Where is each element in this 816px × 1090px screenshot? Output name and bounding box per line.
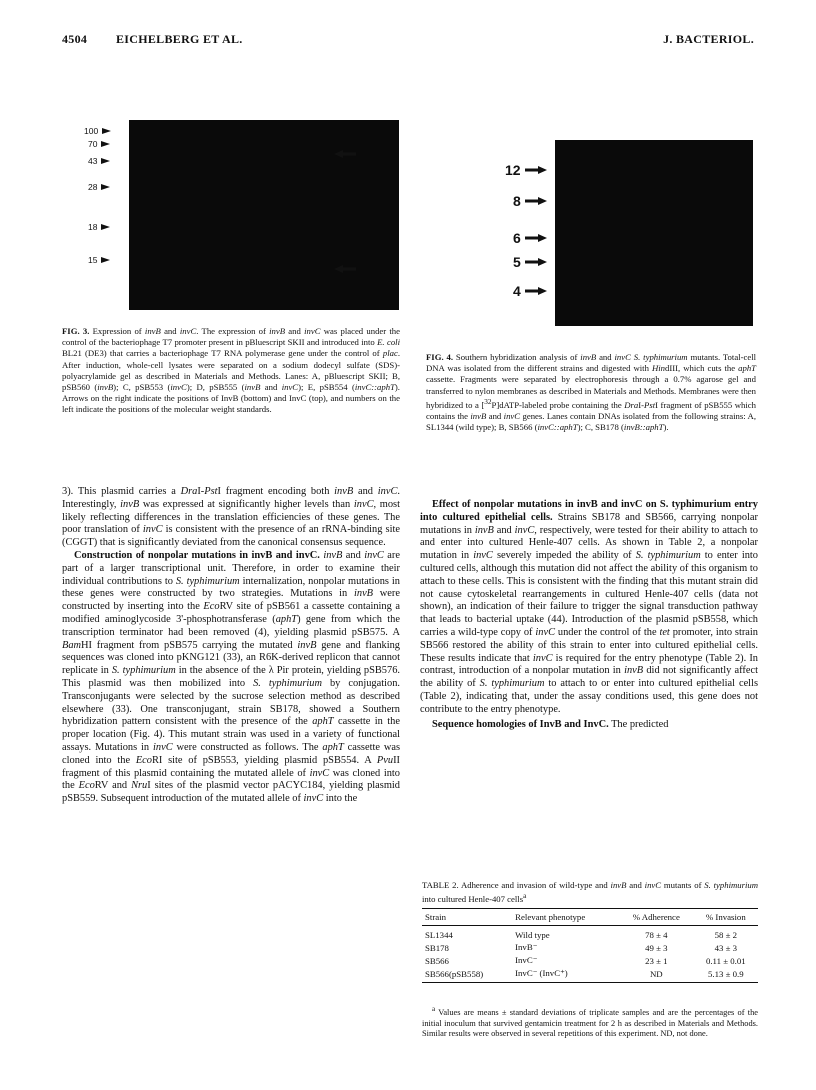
marker-arrow-icon	[101, 184, 110, 190]
section-heading: Sequence homologies of InvB and InvC.	[432, 718, 609, 730]
figure-3-caption: FIG. 3. Expression of invB and invC. The expression of invB and invC was placed under the control of the bacteriophage T7 promoter present in pBluescript SKII and introduced into E. coli BL21 (DE3) that carries a bacteriophage T7 RNA polymerase gene under the control of plac. After induction, whole-cell lysates were separated on a sodium dodecyl sulfate (SDS)-polyacrylamide gel as described in Materials and Methods. Lanes: A, pBluescript SKII; B, pSB560 (invB); C, pSB553 (invC); D, pSB555 (invB and invC); E, pSB554 (invC::aphT). Arrows on the right indicate the positions of InvB (bottom) and InvC (top), and numbers on the left indicate the positions of the molecular weight standards.	[62, 326, 401, 415]
paragraph: Effect of nonpolar mutations in invB and invC on S. typhimurium entry into cultured epithelial cells. Strains SB178 and SB566, carrying nonpolar mutations in invB and invC, respectively, were tested for their ability to attach to and enter into cultured Henle-407 cells. As shown in Table 2, a nonpolar mutation in invC severely impeded the ability of S. typhimurium to enter into cultured cells, although this mutation did not affect the ability of this organism to attach to these cells. This is consistent with the finding that this mutant strain did not cause cytoskeletal rearrangements in cultured Henle-407 cells (data not shown), an indication of their failure to trigger the signal transduction pathway that leads to bacterial uptake (44). Introduction of the plasmid pSB558, which carries a wild-type copy of invC under the control of the tet promoter, into strain SB566 restored the ability of this strain to enter into cultured epithelial cells. These results indicate that invC is required for the entry phenotype (Table 2). In contrast, introduction of a nonpolar mutation in invB did not significantly affect the ability of S. typhimurium to attach to or enter into cultured epithelial cells (Table 2), indicating that, under the assay conditions used, this gene does not contribute to the entry phenotype.	[420, 499, 758, 715]
invc-position-arrow-icon	[334, 150, 356, 158]
mw-marker-18: 18	[88, 222, 110, 232]
kb-marker-5: 5	[513, 254, 547, 270]
marker-arrow-icon	[101, 158, 110, 164]
journal-name: J. BACTERIOL.	[663, 32, 754, 46]
marker-arrow-icon	[525, 287, 547, 295]
marker-arrow-icon	[525, 234, 547, 242]
table-row: SL1344 Wild type 78 ± 4 58 ± 2	[422, 926, 758, 942]
mw-marker-70: 70	[88, 139, 110, 149]
table-row: SB566 InvC⁻ 23 ± 1 0.11 ± 0.01	[425, 955, 746, 966]
paragraph: Sequence homologies of InvB and InvC. The predicted	[432, 718, 669, 730]
marker-arrow-icon	[101, 141, 110, 147]
paragraph: Construction of nonpolar mutations in invB and invC. invB and invC are part of a larger transcriptional unit. Therefore, in order to examine their individual contributions to S. typhimurium internalization, nonpolar mutations in these genes were constructed by two strategies. Mutations in invB were constructed by inserting into the EcoRV site of pSB561 a cassette containing a modified aminoglycoside 3'-phosphotransferase (aphT) gene from which the transcription terminator had been removed (4), yielding plasmid pSB575. A BamHI fragment from pSB575 carrying the mutated invB gene and flanking sequences was cloned into pKNG121 (33), an R6K-derived replicon that cannot replicate in S. typhimurium in the absence of the λ Pir protein, yielding pSB576. This plasmid was then mobilized into S. typhimurium by conjugation. Transconjugants were selected by the sucrose selection method as described elsewhere (33). One transconjugant, strain SB178, showed a Southern hybridization pattern consistent with the presence of the aphT cassette in the proper location (Fig. 4). This mutant strain was used in a variety of functional assays. Mutations in invC were constructed as follows. The aphT cassette was cloned into the EcoRI site of pSB553, yielding plasmid pSB554. A PvuII fragment of this plasmid containing the mutated allele of invC was cloned into the EcoRV and NruI sites of the plasmid vector pACYC184, yielding plasmid pSB559. Subsequent introduction of the mutated allele of invC into the	[62, 549, 400, 805]
table-2-title: TABLE 2. Adherence and invasion of wild-type and invB and invC mutants of S. typhimurium into cultured Henle-407 cells$^a$	[422, 880, 759, 905]
col-header-phenotype: Relevant phenotype	[515, 912, 586, 922]
col-header-invasion: % Invasion	[705, 912, 746, 922]
kb-marker-4: 4	[513, 283, 547, 299]
marker-arrow-icon	[101, 257, 110, 263]
figure-4-caption: FIG. 4. Southern hybridization analysis of invB and invC S. typhimurium mutants. Total-cell DNA was isolated from the different strains and digested with HindIII, which cuts the aphT cassette. Fragments were separated by electrophoresis through a 0.7% agarose gel and transferred to nylon membranes as described in Materials and Methods. Membranes were then hybridized to a [$^{32}$P]dATP-labeled probe containing the DraI-PstI fragment of pSB555 which contains the invB and invC genes. Lanes contain DNAs isolated from the following strains: A, SL1344 (wild type); B, SB566 (invC::aphT); C, SB178 (invB::aphT).	[426, 352, 757, 433]
invb-position-arrow-icon	[334, 265, 356, 273]
marker-arrow-icon	[525, 197, 547, 205]
mw-marker-43: 43	[88, 156, 110, 166]
table-header-row	[422, 909, 758, 926]
right-column-text	[420, 499, 758, 731]
data-table	[422, 908, 758, 983]
kb-marker-12: 12	[505, 162, 547, 178]
mw-marker-28: 28	[88, 182, 110, 192]
page-number: 4504	[62, 32, 88, 46]
col-header-strain: Strain	[425, 912, 447, 922]
left-column-text	[62, 486, 400, 806]
kb-marker-8: 8	[513, 193, 547, 209]
col-header-adherence: % Adherence	[632, 912, 680, 922]
table-2-footnote: $^a$ Values are means ± standard deviations of triplicate samples and are the percentages of the initial inoculum that survived gentamicin treatment for 2 h as described in Materials and Methods. Similar results were observed in several repetitions of this experiment. ND, not done.	[422, 1005, 758, 1039]
table-2	[422, 908, 758, 983]
marker-arrow-icon	[525, 258, 547, 266]
marker-arrow-icon	[525, 166, 547, 174]
marker-arrow-icon	[102, 128, 111, 134]
marker-arrow-icon	[101, 224, 110, 230]
table-row: SB566(pSB558) InvC⁻ (InvC⁺) ND 5.13 ± 0.9	[422, 967, 758, 983]
table-row: SB178 InvB⁻ 49 ± 3 43 ± 3	[425, 942, 738, 953]
southern-blot-image	[555, 140, 753, 326]
sds-page-gel-image	[129, 120, 399, 310]
paragraph: 3). This plasmid carries a DraI-PstI fragment encoding both invB and invC. Interestingly, invB was expressed at significantly higher levels than invC, most likely reflecting differences in the translation efficiencies of these genes. The poor translation of invC is consistent with the presence of an rRNA-binding site (CGGT) that is significantly deviated from the canonical consensus sequence.	[62, 486, 400, 549]
mw-marker-15: 15	[88, 255, 110, 265]
section-heading: Construction of nonpolar mutations in invB and invC.	[74, 549, 320, 561]
section-heading: Effect of nonpolar mutations in invB and invC on S. typhimurium entry into cultured epithelial cells.	[420, 499, 758, 523]
running-authors: EICHELBERG ET AL.	[116, 32, 243, 46]
mw-marker-100: 100	[84, 126, 111, 136]
kb-marker-6: 6	[513, 230, 547, 246]
